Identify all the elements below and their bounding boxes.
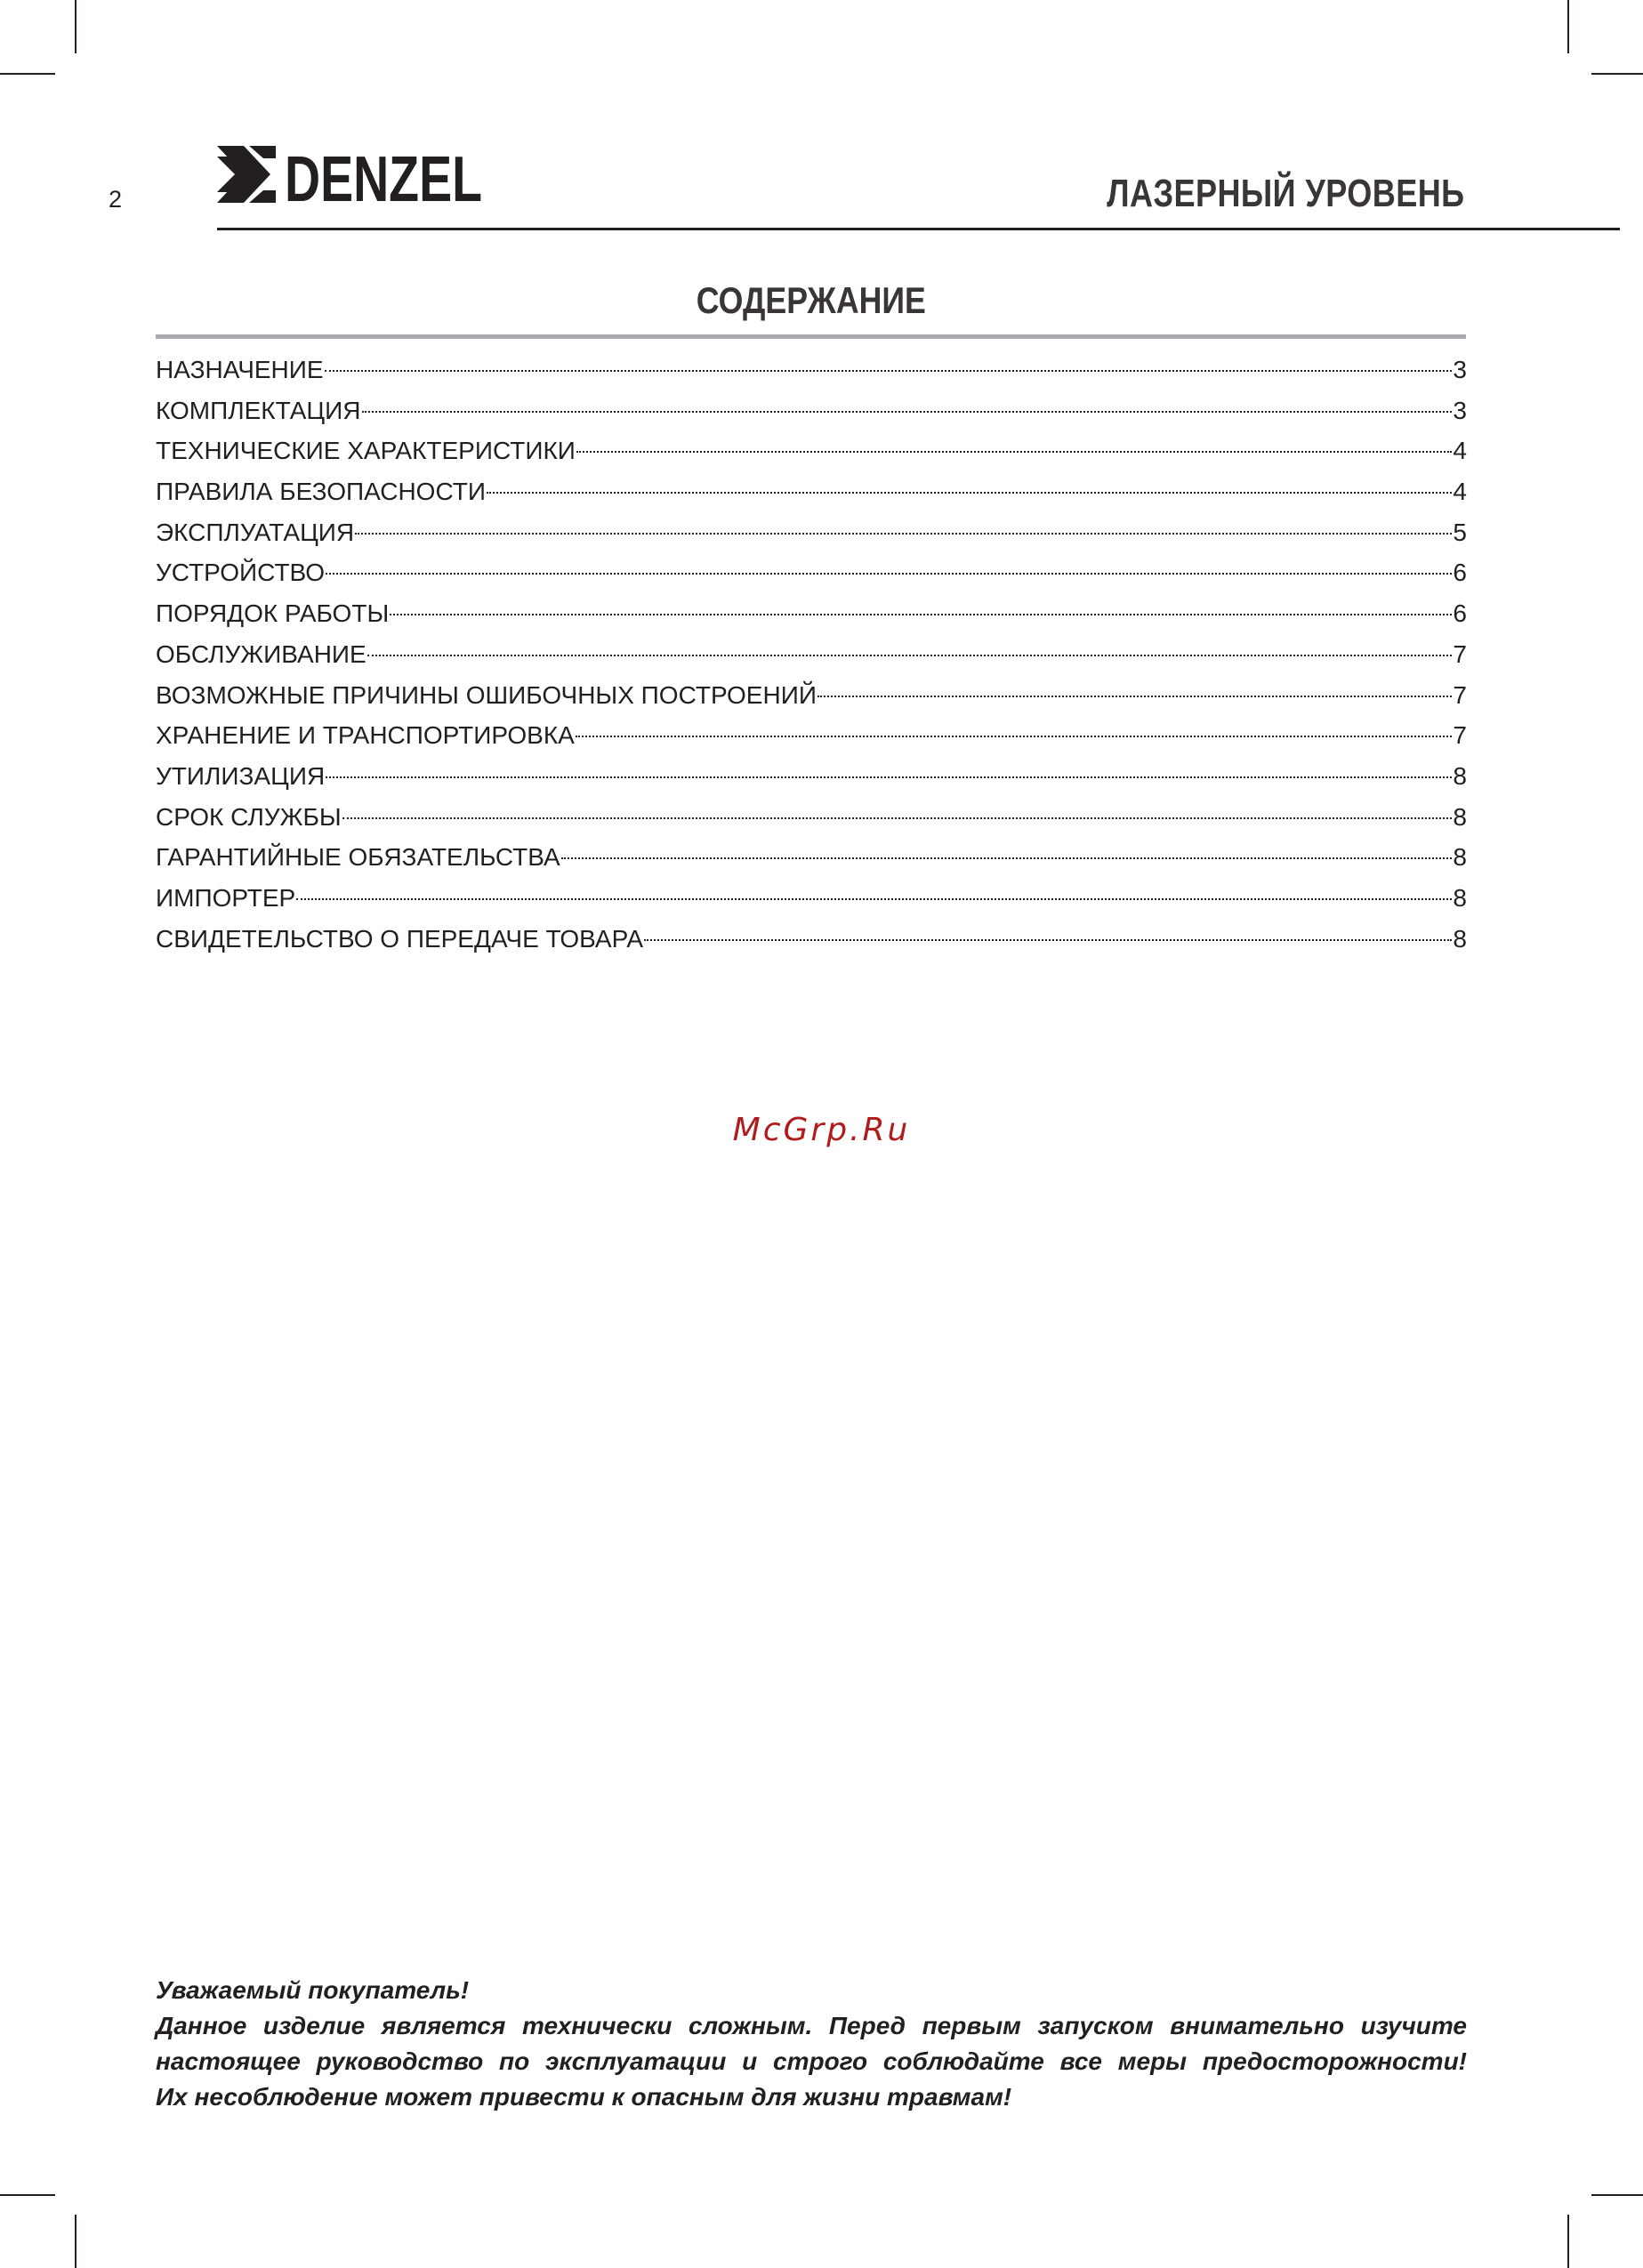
- crop-mark: [1567, 0, 1569, 53]
- toc-item-page: 4: [1453, 437, 1467, 465]
- safety-notice: [156, 1973, 1467, 2115]
- brand-logo: [217, 142, 484, 215]
- toc-item-label: УСТРОЙСТВО: [156, 559, 326, 587]
- table-of-contents: [156, 350, 1467, 959]
- toc-item-page: 3: [1453, 396, 1467, 424]
- toc-item-page: 7: [1453, 680, 1467, 709]
- toc-item-label: ХРАНЕНИЕ И ТРАНСПОРТИРОВКА: [156, 721, 575, 750]
- toc-leader: [326, 776, 1452, 778]
- toc-item-label: ЭКСПЛУАТАЦИЯ: [156, 518, 355, 546]
- toc-item[interactable]: [156, 471, 1467, 512]
- toc-divider: [156, 334, 1466, 339]
- toc-item[interactable]: [156, 919, 1467, 960]
- toc-title: [156, 276, 1466, 326]
- crop-mark: [75, 2215, 77, 2268]
- toc-item-page: 8: [1453, 924, 1467, 953]
- watermark: McGrp.Ru: [732, 1112, 911, 1148]
- toc-item-page: 8: [1453, 843, 1467, 872]
- toc-item-label: СРОК СЛУЖБЫ: [156, 802, 342, 831]
- toc-item[interactable]: [156, 552, 1467, 593]
- toc-item-label: КОМПЛЕКТАЦИЯ: [156, 396, 361, 424]
- toc-item-page: 8: [1453, 761, 1467, 790]
- page-number: 2: [109, 186, 123, 213]
- toc-item[interactable]: [156, 593, 1467, 634]
- toc-leader: [326, 573, 1452, 575]
- toc-leader: [817, 696, 1452, 697]
- toc-item[interactable]: [156, 878, 1467, 919]
- toc-item[interactable]: [156, 715, 1467, 756]
- notice-line: Их несоблюдение может привести к опасным для жизни травмам!: [156, 2083, 1012, 2111]
- crop-mark: [0, 2194, 55, 2196]
- toc-item-label: ГАРАНТИЙНЫЕ ОБЯЗАТЕЛЬСТВА: [156, 843, 560, 872]
- toc-item-label: ИМПОРТЕР: [156, 883, 296, 912]
- toc-item-page: 3: [1453, 356, 1467, 383]
- crop-mark: [1567, 2215, 1569, 2268]
- toc-item-page: 8: [1453, 883, 1467, 912]
- toc-item-page: 6: [1453, 559, 1467, 587]
- toc-leader: [367, 655, 1453, 656]
- notice-line: настоящее руководство по эксплуатации и строго соблюдайте все меры предосторожности!: [156, 2047, 1467, 2075]
- denzel-logo-icon: [217, 142, 484, 215]
- toc-leader: [325, 370, 1453, 372]
- toc-leader: [576, 451, 1452, 453]
- toc-leader: [644, 939, 1452, 941]
- toc-item-page: 6: [1453, 599, 1467, 628]
- toc-item-label: УТИЛИЗАЦИЯ: [156, 761, 326, 790]
- crop-mark: [1591, 73, 1643, 75]
- toc-item[interactable]: [156, 430, 1467, 471]
- toc-item[interactable]: [156, 675, 1467, 716]
- toc-item[interactable]: [156, 797, 1467, 838]
- toc-item[interactable]: [156, 350, 1467, 390]
- toc-item-label: ВОЗМОЖНЫЕ ПРИЧИНЫ ОШИБОЧНЫХ ПОСТРОЕНИЙ: [156, 680, 817, 709]
- toc-item[interactable]: [156, 634, 1467, 675]
- brand-wordmark: DENZEL: [285, 144, 482, 215]
- toc-item-label: НАЗНАЧЕНИЕ: [156, 356, 324, 383]
- crop-mark: [1591, 2194, 1643, 2196]
- toc-item-label: ТЕХНИЧЕСКИЕ ХАРАКТЕРИСТИКИ: [156, 437, 576, 465]
- toc-item[interactable]: [156, 390, 1467, 431]
- toc-item-page: 4: [1453, 478, 1467, 506]
- toc-title-text: СОДЕРЖАНИЕ: [696, 279, 926, 321]
- header-title: ЛАЗЕРНЫЙ УРОВЕНЬ: [1106, 172, 1464, 215]
- toc-leader: [390, 614, 1452, 615]
- header-divider: [217, 228, 1620, 230]
- toc-item[interactable]: [156, 837, 1467, 878]
- toc-leader: [355, 533, 1452, 535]
- toc-item-label: ПОРЯДОК РАБОТЫ: [156, 599, 390, 628]
- toc-leader: [296, 898, 1452, 900]
- toc-leader: [362, 411, 1453, 413]
- toc-leader: [487, 492, 1452, 494]
- toc-item-page: 7: [1453, 721, 1467, 750]
- toc-item[interactable]: [156, 756, 1467, 797]
- toc-item-page: 7: [1453, 639, 1467, 668]
- toc-item-label: ОБСЛУЖИВАНИЕ: [156, 639, 366, 668]
- notice-greeting: Уважаемый покупатель!: [156, 1976, 470, 2004]
- toc-leader: [561, 857, 1453, 859]
- toc-item-label: ПРАВИЛА БЕЗОПАСНОСТИ: [156, 478, 486, 506]
- toc-leader: [576, 736, 1453, 737]
- toc-item-label: СВИДЕТЕЛЬСТВО О ПЕРЕДАЧЕ ТОВАРА: [156, 924, 644, 953]
- toc-item-page: 5: [1453, 518, 1467, 546]
- crop-mark: [75, 0, 77, 53]
- toc-leader: [342, 817, 1453, 819]
- notice-line: Данное изделие является технически сложным. Перед первым запуском внимательно изучите: [156, 2012, 1467, 2039]
- toc-item[interactable]: [156, 512, 1467, 553]
- crop-mark: [0, 73, 55, 75]
- toc-item-page: 8: [1453, 802, 1467, 831]
